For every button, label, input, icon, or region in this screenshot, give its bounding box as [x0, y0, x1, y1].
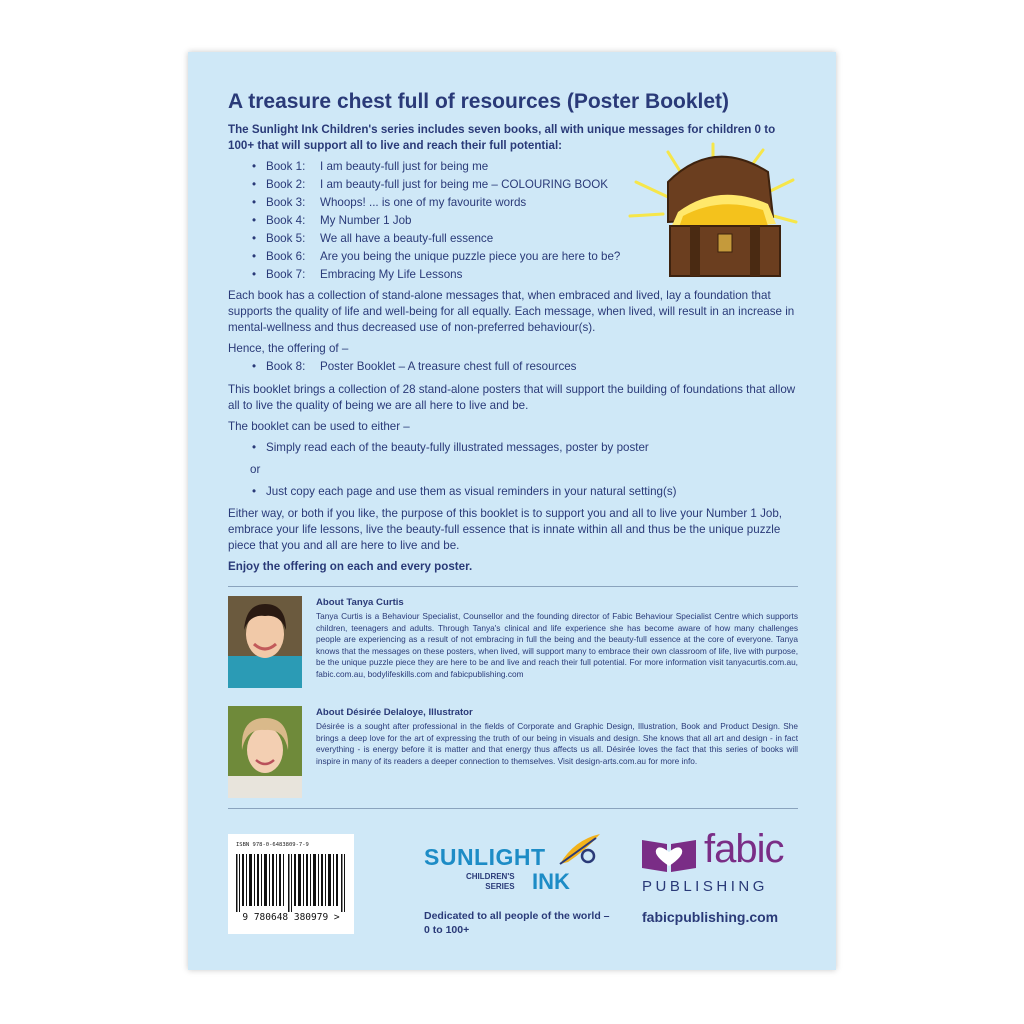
barcode-bars [236, 854, 346, 912]
book-title: My Number 1 Job [320, 214, 412, 227]
about-tanya-text: Tanya Curtis is a Behaviour Specialist, Counsellor and the founding director of Fabic Behaviour Specialist Centre which supports children, teenagers and adults. Through Tanya's clinical and life experience she has become aware of how many challenges people are experiencing as a result of not embracing in full the being and the beauty-full essence at the core of everyone. Tanya knows that the messages on these posters, when lived, will support many to embrace their own classroom of life, live with purpose, be the unique puzzle piece they are here to be and live and reach their full potential. For more information visit tanyacurtis.com.au, fabic.com.au, bodylifeskills.com and fabicpublishing.com [316, 611, 798, 679]
list-item [252, 194, 620, 212]
fabic-logo-publishing: PUBLISHING [642, 878, 768, 895]
enjoy-text: Enjoy the offering on each and every poster. [228, 560, 473, 573]
option-text: Simply read each of the beauty-fully illustrated messages, poster by poster [266, 441, 649, 454]
barcode-number: 9 780648 380979 > [242, 912, 340, 923]
treasure-chest-illustration [628, 142, 798, 282]
isbn-text: ISBN 978-0-6483809-7-9 [236, 842, 309, 848]
list-item [252, 441, 649, 454]
paragraph-booklet: This booklet brings a collection of 28 stand-alone posters that will support the building of foundations that allow all to live the quality of being we are all here to live and be. [228, 383, 796, 412]
book-number: Book 7: [266, 268, 306, 281]
book-number: Book 1: [266, 160, 306, 173]
book-number: Book 4: [266, 214, 306, 227]
bullet: • [252, 268, 257, 281]
book-title: I am beauty-full just for being me – COLOURING BOOK [320, 178, 609, 191]
sunlight-logo-series: SERIES [485, 882, 515, 891]
bullet: • [252, 160, 257, 173]
page-title: A treasure chest full of resources (Poster Booklet) [228, 90, 730, 113]
bullet: • [252, 441, 257, 454]
book-number: Book 5: [266, 232, 306, 245]
or-text: or [250, 463, 261, 476]
dedication-text: Dedicated to all people of the world – 0 to 100+ [424, 910, 610, 936]
sunlight-logo-children: CHILDREN'S [466, 872, 515, 881]
book-title: I am beauty-full just for being me [320, 160, 489, 173]
divider [228, 586, 798, 587]
paragraph-each-book: Each book has a collection of stand-alone messages that, when embraced and lived, lay a foundation that supports the quality of life and well-being for all equally. Each message, when lived, will result in an increase in mental-wellness and thus decreased use of non-preferred behaviour(s). [228, 289, 795, 334]
about-desiree-heading: About Désirée Delaloye, Illustrator [316, 707, 473, 718]
author-photo [228, 596, 302, 688]
paragraph-either-way: Either way, or both if you like, the purpose of this booklet is to support you and all to live your Number 1 Job, embrace your life lessons, live the beauty-full essence that is innate within all and thus be the unique puzzle piece that you and all are here to live and be. [228, 507, 783, 552]
book-number: Book 2: [266, 178, 306, 191]
list-item [252, 248, 620, 266]
list-item [252, 360, 576, 373]
bullet: • [252, 214, 257, 227]
book-list [252, 158, 620, 284]
sunlight-logo-subtitle [466, 872, 515, 892]
about-desiree-text: Désirée is a sought after professional in the fields of Corporate and Graphic Design, Illustration, Book and Product Design. She brings a deep love for the art of expressing the truth of our being in visuals and design. She knows that all art and design - in fact everything - is energy before it is matter and that energy thus affects us all. Désirée loves the fact that this series of books will inspire in many of its readers a deeper connection to themselves. Visit design-arts.com.au for more info. [316, 721, 798, 766]
list-item [252, 176, 620, 194]
book-title: Whoops! ... is one of my favourite words [320, 196, 527, 209]
list-item [252, 485, 677, 498]
fabic-url: fabicpublishing.com [642, 909, 779, 925]
divider [228, 808, 798, 809]
book-number: Book 3: [266, 196, 306, 209]
paragraph-hence: Hence, the offering of – [228, 342, 349, 355]
about-tanya-heading: About Tanya Curtis [316, 597, 404, 608]
sunlight-logo-word: SUNLIGHT [424, 844, 546, 870]
bullet: • [252, 196, 257, 209]
book-number: Book 8: [266, 360, 306, 373]
open-book-heart-icon [640, 836, 698, 874]
bullet: • [252, 232, 257, 245]
book-title: We all have a beauty-full essence [320, 232, 494, 245]
list-item [252, 212, 620, 230]
bullet: • [252, 178, 257, 191]
barcode [228, 834, 354, 934]
book-title: Embracing My Life Lessons [320, 268, 463, 281]
book-title: Are you being the unique puzzle piece you are here to be? [320, 250, 621, 263]
sunlight-logo-ink: INK [532, 869, 570, 894]
list-item [252, 266, 620, 284]
quill-icon [556, 830, 606, 870]
fabic-logo-word: fabic [704, 827, 784, 871]
illustrator-photo [228, 706, 302, 798]
bullet: • [252, 485, 257, 498]
intro-text: The Sunlight Ink Children's series includes seven books, all with unique messages for children 0 to 100+ that will support all to live and reach their full potential: [228, 123, 776, 152]
book-number: Book 6: [266, 250, 306, 263]
list-item [252, 158, 620, 176]
bullet: • [252, 360, 257, 373]
book-title: Poster Booklet – A treasure chest full of resources [320, 360, 577, 373]
paragraph-used-either: The booklet can be used to either – [228, 420, 410, 433]
list-item [252, 230, 620, 248]
back-cover [188, 52, 836, 970]
option-text: Just copy each page and use them as visual reminders in your natural setting(s) [266, 485, 677, 498]
bullet: • [252, 250, 257, 263]
